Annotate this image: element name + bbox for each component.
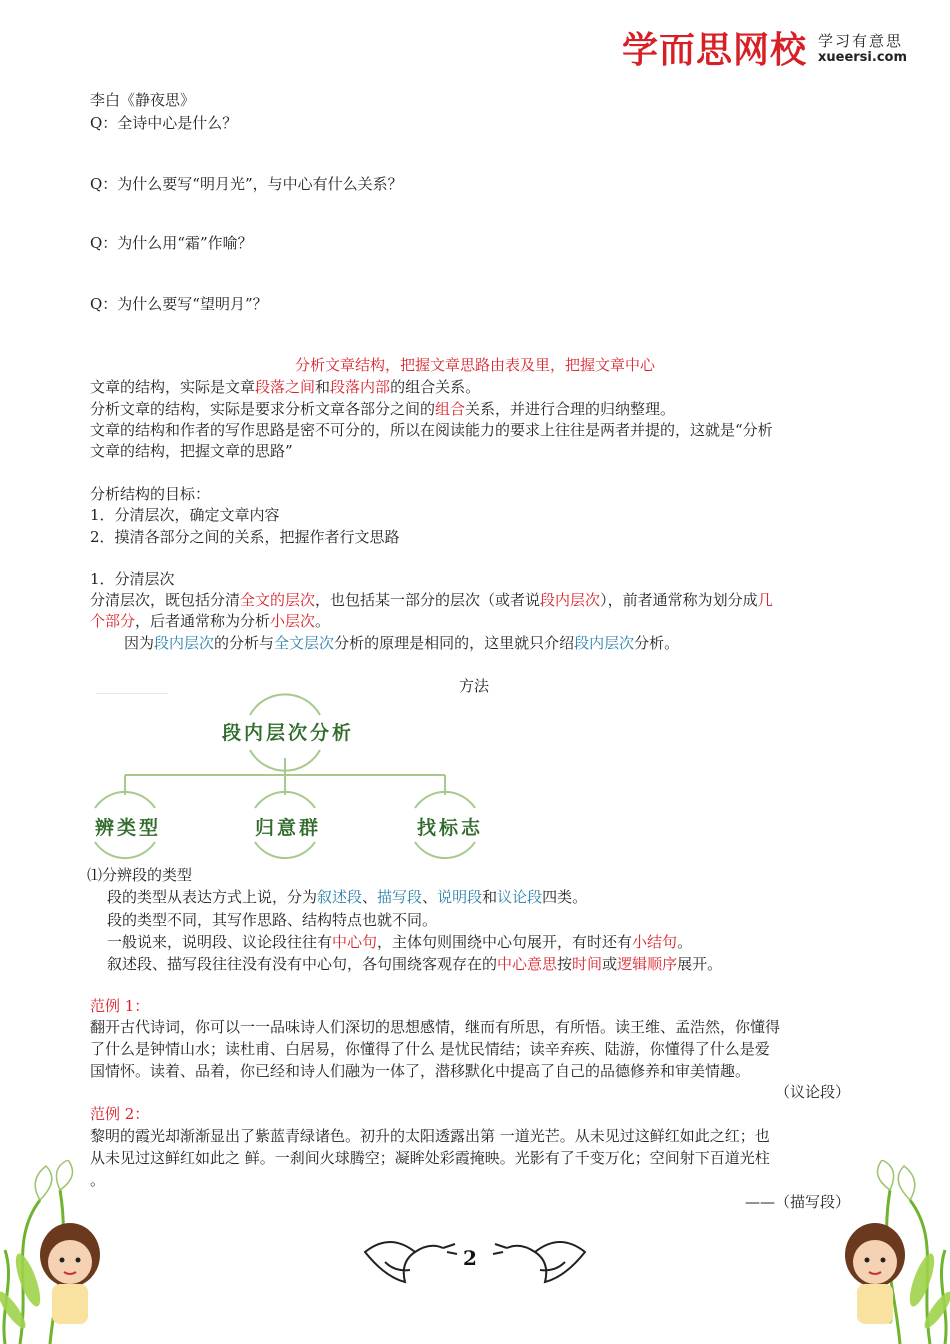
child-circle-3-bottom bbox=[415, 842, 475, 858]
example-2-line: 从未见过这鲜红如此之 鲜。一刹间火球腾空；凝眸处彩霞掩映。光影有了千变万化；空间射下百道光柱 bbox=[90, 1149, 770, 1167]
dove-left-icon bbox=[365, 1242, 457, 1282]
right-decoration-illustration bbox=[780, 1160, 950, 1344]
brand-slogan: 学习有意思 bbox=[818, 32, 904, 50]
diagram-child: 归意群 bbox=[255, 817, 322, 839]
layers-line-2: 个部分，后者通常称为分析小层次。 bbox=[90, 612, 331, 630]
goals-heading: 分析结构的目标： bbox=[90, 485, 211, 503]
example-1-line: 翻开古代诗词，你可以一一品味诗人们深切的思想感情，继而有所思，有所悟。读王维、孟浩然，你懂得 bbox=[90, 1018, 781, 1036]
poem-title: 李白《静夜思》 bbox=[90, 91, 196, 109]
layers-line-1: 分清层次，既包括分清全文的层次，也包括某一部分的层次（或者说段内层次），前者通常称为划分成几 bbox=[90, 591, 773, 609]
example-2-line: 黎明的霞光却渐渐显出了紫蓝青绿诸色。初升的太阳透露出第 一道光芒。从未见过这鲜红如此之红；也 bbox=[90, 1127, 770, 1145]
question-1: Q：全诗中心是什么？ bbox=[90, 114, 238, 132]
brand-url: xueersi.com bbox=[818, 50, 908, 65]
intro-line-4: 文章的结构，把握文章的思路” bbox=[90, 442, 293, 460]
method-label: 方法 bbox=[459, 677, 490, 695]
types-heading: ⑴分辨段的类型 bbox=[87, 866, 193, 884]
section-title: 分析文章结构，把握文章思路由表及里，把握文章中心 bbox=[294, 356, 655, 374]
brand-logo: 学而思网校 bbox=[622, 30, 808, 71]
goal-item: 1．分清层次，确定文章内容 bbox=[90, 506, 280, 524]
example-2-line: 。 bbox=[90, 1171, 106, 1189]
left-decoration-illustration bbox=[0, 1160, 170, 1344]
page-number: 2 bbox=[463, 1246, 477, 1270]
question-3: Q：为什么用“霜”作喻？ bbox=[90, 234, 253, 252]
intro-line-3: 文章的结构和作者的写作思路是密不可分的，所以在阅读能力的要求上往往是两者并提的，这就是“分析 bbox=[90, 421, 773, 439]
child-circle-1-bottom bbox=[95, 842, 155, 858]
root-circle bbox=[250, 694, 320, 715]
example-1-label: 范例 1： bbox=[90, 997, 150, 1015]
types-line-1: 段的类型从表达方式上说，分为叙述段、描写段、说明段和议论段四类。 bbox=[107, 888, 588, 906]
diagram-child: 找标志 bbox=[417, 817, 484, 839]
girl-left-icon bbox=[40, 1223, 100, 1324]
example-2-label: 范例 2： bbox=[90, 1105, 150, 1123]
structure-diagram bbox=[80, 690, 520, 870]
types-line-3: 一般说来，说明段、议论段往往有中心句，主体句则围绕中心句展开，有时还有小结句。 bbox=[107, 933, 693, 951]
types-line-2: 段的类型不同，其写作思路、结构特点也就不同。 bbox=[107, 911, 438, 929]
intro-line-1: 文章的结构，实际是文章段落之间和段落内部的组合关系。 bbox=[90, 378, 481, 396]
example-1-tag: （议论段） bbox=[774, 1083, 850, 1101]
dove-right-icon bbox=[493, 1242, 585, 1282]
question-2: Q：为什么要写“明月光”，与中心有什么关系？ bbox=[90, 175, 403, 193]
child-circle-2-bottom bbox=[255, 842, 315, 858]
diagram-root: 段内层次分析 bbox=[222, 722, 355, 744]
layers-heading: 1．分清层次 bbox=[90, 570, 175, 588]
goal-item: 2．摸清各部分之间的关系，把握作者行文思路 bbox=[90, 528, 400, 546]
intro-line-2: 分析文章的结构，实际是要求分析文章各部分之间的组合关系，并进行合理的归纳整理。 bbox=[90, 400, 676, 418]
diagram-child: 辨类型 bbox=[95, 817, 162, 839]
layers-line-3: 因为段内层次的分析与全文层次分析的原理是相同的，这里就只介绍段内层次分析。 bbox=[124, 634, 680, 652]
types-line-4: 叙述段、描写段往往没有没有中心句，各句围绕客观存在的中心意思按时间或逻辑顺序展开。 bbox=[107, 955, 723, 973]
example-1-line: 国情怀。读着、品着，你已经和诗人们融为一体了，潜移默化中提高了自己的品德修养和审美情趣。 bbox=[90, 1062, 751, 1080]
example-1-line: 了什么是钟情山水；读杜甫、白居易，你懂得了什么 是忧民情结；读辛弃疾、陆游，你懂得了什么是爱 bbox=[90, 1040, 770, 1058]
question-4: Q：为什么要写“望明月”？ bbox=[90, 295, 268, 313]
example-2-tag: ——（描写段） bbox=[744, 1193, 850, 1211]
